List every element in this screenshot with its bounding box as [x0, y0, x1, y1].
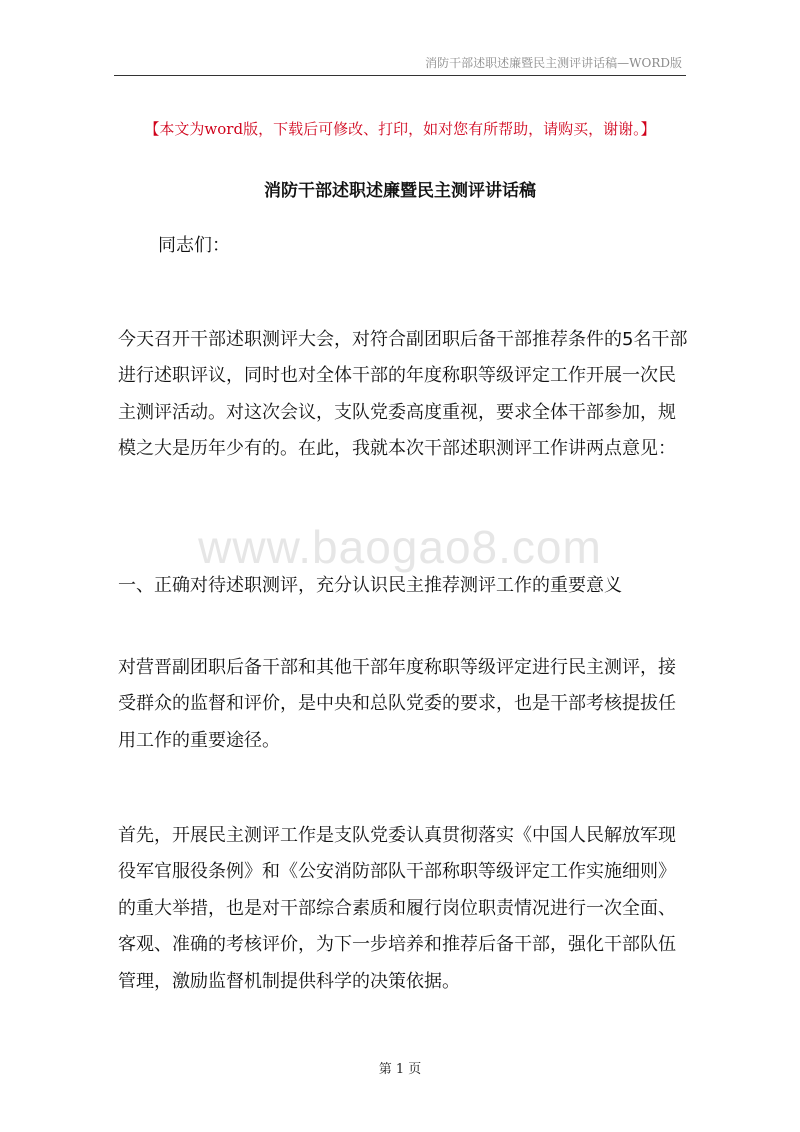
header-divider	[114, 75, 686, 76]
purchase-notice: 【本文为word版，下载后可修改、打印，如对您有所帮助，请购买，谢谢。】	[144, 120, 656, 138]
page-number: 第 1 页	[378, 1062, 422, 1077]
paragraph-firstly: 首先，开展民主测评工作是支队党委认真贯彻落实《中国人民解放军现役军官服役条例》和《公安消防部队干部称职等级评定工作实施细则》的重大举措，也是对干部综合素质和履行岗位职责情况进行一次全面、客观、准确的考核评价，为下一步培养和推荐后备干部，强化干部队伍管理，激励监督机制提供科学的决策依据。	[118, 825, 676, 992]
salutation: 同志们：	[158, 235, 230, 256]
watermark: www.baogao8.com	[198, 521, 602, 573]
paragraph-intro: 今天召开干部述职测评大会，对符合副团职后备干部推荐条件的5名干部进行述职评议，同时也对全体干部的年度称职等级评定工作开展一次民主测评活动。对这次会议，支队党委高度重视，要求全体干部参加，规模之大是历年少有的。在此，我就本次干部述职测评工作讲两点意见：	[118, 329, 688, 460]
document-title: 消防干部述职述廉暨民主测评讲话稿	[264, 181, 536, 201]
section-heading-1: 一、正确对待述职测评，充分认识民主推荐测评工作的重要意义	[118, 575, 622, 596]
running-header: 消防干部述职述廉暨民主测评讲话稿—WORD版	[425, 56, 682, 70]
paragraph-significance: 对营晋副团职后备干部和其他干部年度称职等级评定进行民主测评，接受群众的监督和评价，是中央和总队党委的要求，也是干部考核提拔任用工作的重要途径。	[118, 657, 676, 751]
